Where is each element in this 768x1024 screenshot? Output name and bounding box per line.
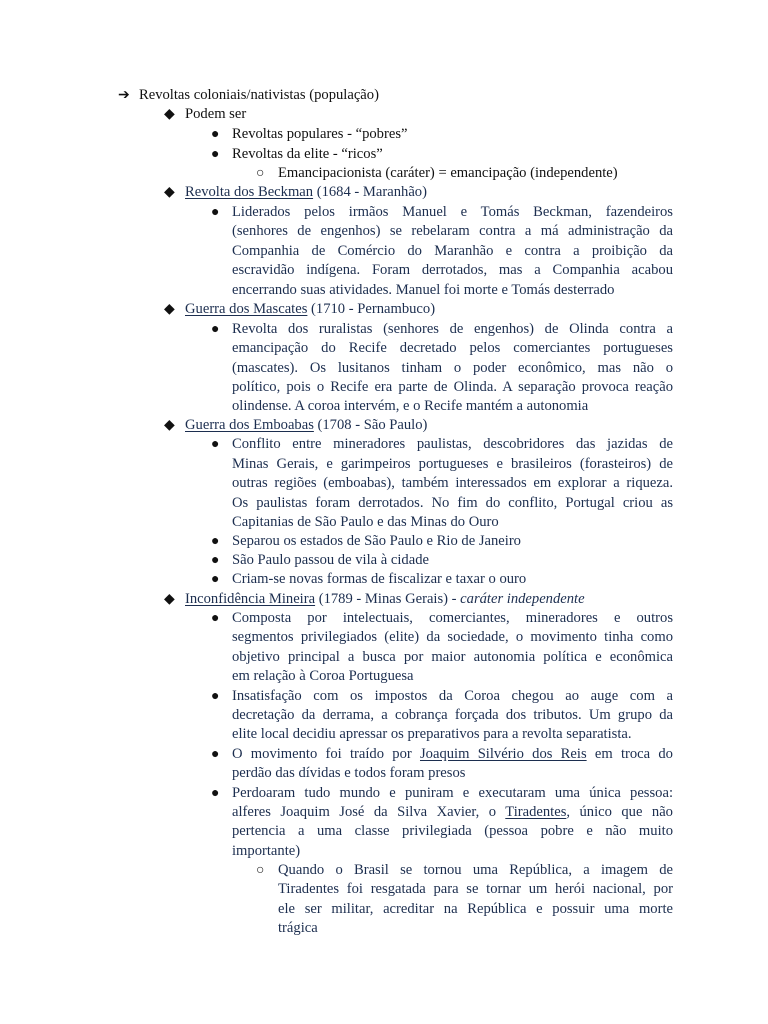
dot-bullet-icon: ● [211,205,220,220]
dot-bullet-icon: ● [211,747,220,762]
inconfidencia-text: segmentos privilegiados (elite) da sociedade, o movimento tinha como [232,629,673,645]
mascates-text: político, pois o Recife era parte de Olinda. A separação provoca reação [232,379,673,395]
diamond-bullet-icon: ◆ [164,302,175,317]
emboabas-link[interactable]: Guerra dos Emboabas [185,417,314,433]
beckman-text: escravidão indígena. Foram derrotados, mas a Companhia acabou [232,262,673,278]
beckman-text: Companhia de Comércio do Maranhão e contra a proibição da [232,243,673,259]
list-item: São Paulo passou de vila à cidade [232,552,429,568]
diamond-bullet-icon: ◆ [164,418,175,433]
inconfidencia-subtext: trágica [278,920,318,936]
list-item: Separou os estados de São Paulo e Rio de Janeiro [232,533,521,549]
list-item: Revoltas da elite - “ricos” [232,146,383,162]
beckman-link[interactable]: Revolta dos Beckman [185,184,314,200]
beckman-text: Liderados pelos irmãos Manuel e Tomás Beckman, fazendeiros [232,204,673,220]
inconfidencia-text: Perdoaram tudo mundo e puniram e executaram uma única pessoa: [232,785,673,801]
dot-bullet-icon: ● [211,322,220,337]
dot-bullet-icon: ● [211,127,220,142]
inconfidencia-text: importante) [232,843,301,859]
dot-bullet-icon: ● [211,572,220,587]
inconfidencia-text: alferes Joaquim José da Silva Xavier, o Tiradentes, único que não [232,804,673,820]
beckman-text: (senhores de engenhos) se rebelaram contra a má administração da [232,223,673,239]
beckman-text: encerrando suas atividades. Manuel foi morte e Tomás desterrado [232,282,615,298]
dot-bullet-icon: ● [211,553,220,568]
diamond-bullet-icon: ◆ [164,592,175,607]
inconfidencia-text: objetivo principal a busca por maior autonomia política e econômica [232,649,673,665]
mascates-text: Revolta dos ruralistas (senhores de engenhos) de Olinda contra a [232,321,673,337]
emboabas-heading: Guerra dos Emboabas (1708 - São Paulo) [185,417,428,433]
podem-title: Podem ser [185,106,247,122]
beckman-heading: Revolta dos Beckman (1684 - Maranhão) [185,184,427,200]
joaquim-silverio-link[interactable]: Joaquim Silvério dos Reis [419,746,587,762]
emboabas-text: Os paulistas foram derrotados. No fim do conflito, Portugal criou as [232,495,673,511]
inconfidencia-heading: Inconfidência Mineira (1789 - Minas Gerais) - caráter independente [185,591,585,607]
inconfidencia-text: Composta por intelectuais, comerciantes, mineradores e outros [232,610,673,626]
mascates-text: emancipação do Recife decretado pelos comerciantes portugueses [232,340,673,356]
list-subitem: Emancipacionista (caráter) = emancipação (independente) [278,165,618,181]
list-item: Revoltas populares - “pobres” [232,126,408,142]
dot-bullet-icon: ● [211,437,220,452]
inconfidencia-text: elite local decidiu apressar os preparativos para a revolta separatista. [232,726,632,742]
mascates-link[interactable]: Guerra dos Mascates [185,301,308,317]
inconfidencia-subtext: Tiradentes foi resgatada para se tornar um herói nacional, por [278,881,673,897]
inconfidencia-text: O movimento foi traído por Joaquim Silvério dos Reis em troca do [232,746,673,762]
dot-bullet-icon: ● [211,611,220,626]
tiradentes-link[interactable]: Tiradentes [505,804,567,820]
emboabas-text: Minas Gerais, e garimpeiros portugueses e brasileiros (forasteiros) de [232,456,673,472]
inconfidencia-subtext: Quando o Brasil se tornou uma República, a imagem de [278,862,673,878]
circle-bullet-icon: ○ [256,166,265,181]
emboabas-text: Conflito entre mineradores paulistas, descobridores das jazidas de [232,436,673,452]
mascates-text: olindense. A coroa intervém, e o Recife mantém a autonomia [232,398,589,414]
dot-bullet-icon: ● [211,786,220,801]
mascates-heading: Guerra dos Mascates (1710 - Pernambuco) [185,301,436,317]
circle-bullet-icon: ○ [256,863,265,878]
list-item: Criam-se novas formas de fiscalizar e taxar o ouro [232,571,527,587]
inconfidencia-text: pertencia a uma classe privilegiada (pessoa pobre e não muito [232,823,673,839]
inconfidencia-text: decretação da derrama, a cobrança forçada dos tributos. Um grupo da [232,707,673,723]
diamond-bullet-icon: ◆ [164,185,175,200]
inconfidencia-link[interactable]: Inconfidência Mineira [185,591,316,607]
emboabas-text: outras regiões (emboabas), também interessados em explorar a riqueza. [232,475,673,491]
mascates-text: (mascates). Os lusitanos tinham o poder econômico, mas não o [232,360,673,376]
inconfidencia-text: em relação à Coroa Portuguesa [232,668,414,684]
inconfidencia-text: Insatisfação com os impostos da Coroa chegou ao auge com a [232,688,673,704]
diamond-bullet-icon: ◆ [164,107,175,122]
dot-bullet-icon: ● [211,689,220,704]
dot-bullet-icon: ● [211,147,220,162]
heading: Revoltas coloniais/nativistas (população) [139,87,379,103]
inconfidencia-text: perdão das dívidas e todos foram presos [232,765,466,781]
emboabas-text: Capitanias de São Paulo e das Minas do Ouro [232,514,499,530]
inconfidencia-subtext: ele ser militar, acreditar na República e possuir uma morte [278,901,673,917]
dot-bullet-icon: ● [211,534,220,549]
arrow-icon: ➔ [118,88,130,103]
